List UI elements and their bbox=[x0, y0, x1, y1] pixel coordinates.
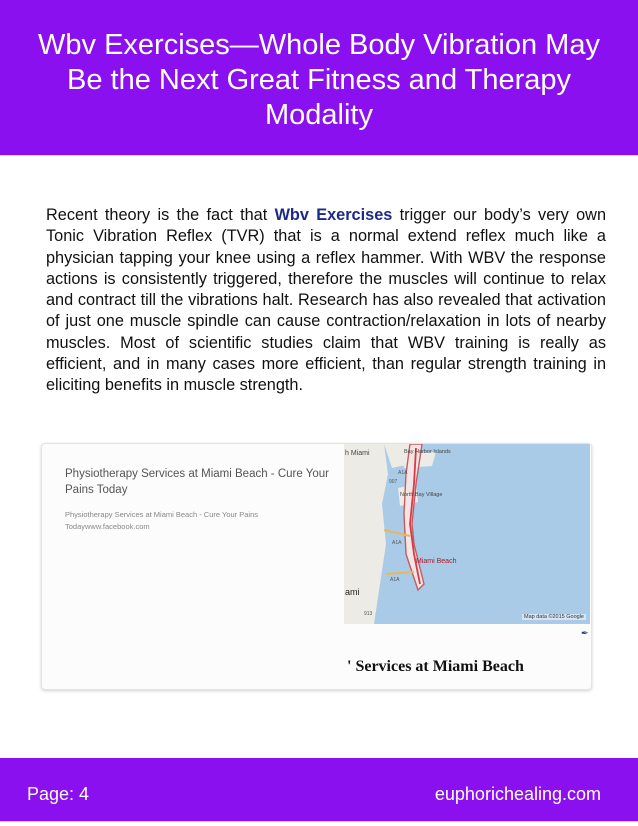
map-label-h-miami: h Miami bbox=[345, 450, 370, 457]
map-graphic bbox=[344, 444, 590, 624]
screenshot-caption: ' Services at Miami Beach bbox=[347, 658, 524, 675]
map-label-ami: ami bbox=[345, 587, 360, 597]
body-paragraph bbox=[46, 205, 606, 397]
header-banner bbox=[0, 0, 638, 155]
map-label-miami-beach: Miami Beach bbox=[416, 558, 457, 565]
map-label-913: 913 bbox=[364, 611, 373, 617]
pencil-icon: ✒ bbox=[581, 628, 589, 638]
screenshot-title: Physiotherapy Services at Miami Beach - Cure Your Pains Today bbox=[65, 468, 329, 496]
map-label-a1a-mid: A1A bbox=[392, 540, 402, 546]
page-title: Wbv Exercises—Whole Body Vibration May Be the Next Great Fitness and Therapy Modality bbox=[38, 29, 600, 131]
keyword-link[interactable]: Wbv Exercises bbox=[274, 206, 393, 224]
footer-divider bbox=[0, 821, 638, 822]
map-label-a1a-top: A1A bbox=[398, 470, 408, 476]
screenshot-text-panel bbox=[65, 466, 330, 533]
map-label-a1a-low: A1A bbox=[390, 577, 400, 583]
embedded-screenshot bbox=[41, 443, 592, 690]
footer-bar bbox=[0, 758, 638, 821]
body-intro: Recent theory is the fact that bbox=[46, 206, 268, 224]
page-number: Page: 4 bbox=[27, 784, 90, 804]
map-label-north-bay: North Bay Village bbox=[400, 492, 443, 498]
footer-website[interactable]: euphorichealing.com bbox=[434, 784, 601, 804]
screenshot-subtitle: Physiotherapy Services at Miami Beach - Cure Your Pains Todaywww.facebook.com bbox=[65, 510, 259, 531]
header-divider bbox=[0, 155, 638, 156]
map-label-907: 907 bbox=[389, 479, 398, 485]
map-label-bay-harbor: Bay Harbor Islands bbox=[404, 449, 451, 455]
map-image bbox=[344, 444, 590, 624]
body-rest: trigger our body’s very own Tonic Vibration Reflex (TVR) that is a normal extend reflex much like a physician tapping your knee using a reflex hammer. With WBV the response actions is consistently triggered, therefore the muscles will continue to relax and contract till the vibrations halt. Research has also revealed that activation of just one muscle spindle can cause contraction/relaxation in lots of nearby muscles. Most of scientific studies claim that WBV training is really as efficient, and in many cases more efficient, than regular strength training in eliciting benefits in muscle strength. bbox=[46, 206, 606, 395]
map-credit: Map data ©2015 Google bbox=[523, 614, 584, 620]
